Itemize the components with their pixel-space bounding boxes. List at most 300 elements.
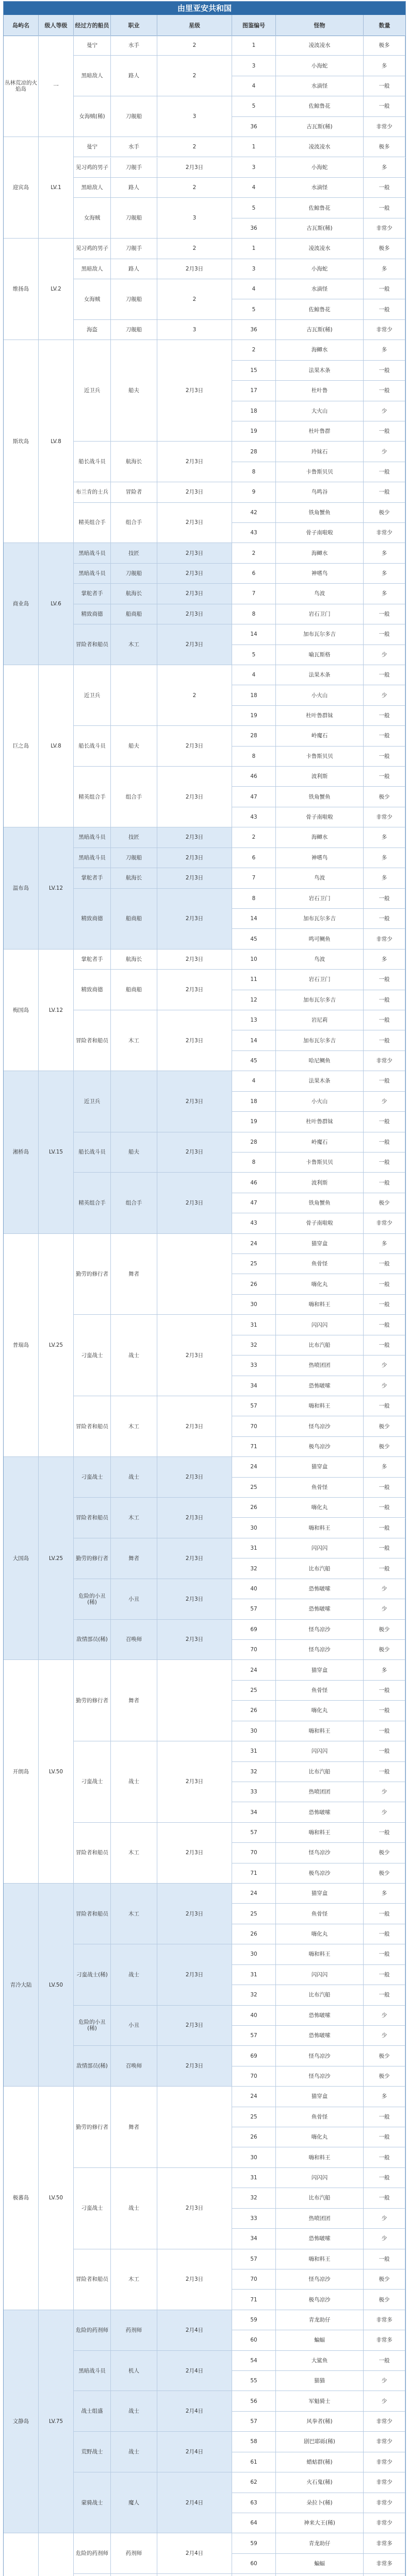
crew-name: 曼宁 [74, 137, 111, 157]
monster-id: 71 [232, 2290, 276, 2310]
monster-name: 铁角蟹鱼 [276, 787, 364, 807]
monster-name: 岭魔石 [276, 1132, 364, 1153]
monster-id: 54 [232, 2351, 276, 2371]
monster-quantity: 一般 [364, 1518, 405, 1538]
crew-name: 蒙骑战士 [74, 2472, 111, 2533]
monster-name: 海鲫水 [276, 827, 364, 848]
crew-name: 近卫兵 [74, 665, 111, 726]
monster-quantity: 多 [364, 848, 405, 868]
monster-id: 5 [232, 645, 276, 665]
crew-name: 黑暗敌人 [74, 56, 111, 96]
crew-star: 3 [157, 96, 232, 137]
crew-star: 2月3日 [157, 604, 232, 624]
monster-quantity: 多 [364, 564, 405, 584]
monster-id: 1 [232, 36, 276, 56]
crew-name: 船长战斗员 [74, 1132, 111, 1173]
monster-name: 卡鲁斯贝贝 [276, 747, 364, 767]
monster-name: 加布瓦尔多吉 [276, 1030, 364, 1050]
monster-quantity: 极少 [364, 787, 405, 807]
monster-id: 26 [232, 1924, 276, 1944]
monster-id [232, 2574, 276, 2576]
island-name: 极蕃岛 [4, 2087, 39, 2310]
monster-quantity: 少 [364, 2006, 405, 2026]
crew-star: 2 [157, 239, 232, 259]
crew-job: 船夫 [111, 340, 157, 442]
monster-id: 18 [232, 401, 276, 421]
monster-id: 36 [232, 218, 276, 239]
crew-name: 黑暗敌人 [74, 259, 111, 279]
monster-name: 水滴怪 [276, 76, 364, 96]
crew-job: 路人 [111, 178, 157, 198]
monster-name: 鱼骨怪 [276, 1478, 364, 1498]
monster-id: 57 [232, 1823, 276, 1843]
island-name: 商业岛 [4, 543, 39, 665]
crew-job: 魔人 [111, 2472, 157, 2533]
monster-quantity: 一般 [364, 1498, 405, 1518]
monster-id: 30 [232, 1295, 276, 1315]
monster-id: 61 [232, 2452, 276, 2472]
monster-name: 佐鲸鲁花 [276, 96, 364, 116]
crew-name: 冒险者和船员 [74, 1010, 111, 1071]
monster-quantity: 少 [364, 2229, 405, 2249]
monster-quantity: 极少 [364, 1437, 405, 1457]
monster-id: 5 [232, 299, 276, 319]
crew-job: 舞者 [111, 1234, 157, 1315]
monster-name: 加布瓦尔多吉 [276, 624, 364, 645]
data-sheet [3, 1, 406, 2576]
monster-id: 36 [232, 320, 276, 340]
monster-quantity: 多 [364, 868, 405, 888]
monster-id: 8 [232, 747, 276, 767]
crew-job: 战士 [111, 1741, 157, 1823]
crew-job: 船商船 [111, 889, 157, 950]
crew-job: 战士 [111, 2391, 157, 2432]
crew-name: 女海贼(稀) [74, 96, 111, 137]
monster-id: 70 [232, 1843, 276, 1863]
crew-star: 2月3日 [157, 1823, 232, 1884]
monster-name: 嗨和料王 [276, 1721, 364, 1741]
monster-name: 杜叶鲁群妹 [276, 706, 364, 726]
crew-name: 精致商德 [74, 970, 111, 1010]
header-job: 职业 [111, 15, 157, 36]
monster-id: 19 [232, 706, 276, 726]
monster-id: 71 [232, 1863, 276, 1884]
crew-star: 2月3日 [157, 2249, 232, 2310]
crew-job: 航海长 [111, 442, 157, 482]
monster-quantity: 多 [364, 2087, 405, 2107]
island-name: 普瑞岛 [4, 1234, 39, 1458]
monster-name: 极鸟凉沙 [276, 1437, 364, 1457]
monster-quantity: 极少 [364, 1640, 405, 1660]
monster-quantity: 少 [364, 645, 405, 665]
crew-star: 2 [157, 665, 232, 726]
monster-id: 63 [232, 2493, 276, 2513]
crew-name: 刁蛮战士 [74, 1457, 111, 1498]
monster-quantity: 一般 [364, 1944, 405, 1964]
crew-star: 2月3日 [157, 827, 232, 848]
crew-job: 水手 [111, 36, 157, 56]
monster-quantity: 极多 [364, 36, 405, 56]
monster-quantity: 非常少 [364, 2452, 405, 2472]
monster-id: 1 [232, 137, 276, 157]
monster-name: 鱼骨怪 [276, 1254, 364, 1274]
monster-quantity: 少 [364, 2391, 405, 2411]
monster-name: 小火山 [276, 1092, 364, 1112]
monster-name: 玲妹石 [276, 442, 364, 462]
crew-star: 2月3日 [157, 259, 232, 279]
monster-name: 法果木条 [276, 361, 364, 381]
monster-name: 猫穿盒 [276, 1884, 364, 1904]
crew-job: 航海长 [111, 584, 157, 604]
crew-star: 2月3日 [157, 848, 232, 868]
monster-quantity: 一般 [364, 2188, 405, 2208]
crew-star: 2月3日 [157, 1010, 232, 1071]
monster-quantity: 少 [364, 2026, 405, 2046]
monster-quantity: 少 [364, 1599, 405, 1619]
monster-id: 47 [232, 787, 276, 807]
monster-name: 嗨和料王 [276, 2147, 364, 2167]
crew-name: 刁蛮战士 [74, 2168, 111, 2249]
monster-quantity: 一般 [364, 1315, 405, 1335]
monster-quantity: 一般 [364, 361, 405, 381]
crew-name: 危险的药剂师 [74, 2310, 111, 2351]
island-name: 梅国岛 [4, 950, 39, 1072]
monster-quantity: 少 [364, 685, 405, 705]
monster-name: 嗨和料王 [276, 1295, 364, 1315]
island-name: 斯坎岛 [4, 340, 39, 543]
monster-name: 嗨和料王 [276, 1944, 364, 1964]
crew-name: 刁蛮战士(稀) [74, 1944, 111, 2005]
crew-star: 2月3日 [157, 970, 232, 1010]
crew-star: 2月3日 [157, 1741, 232, 1823]
monster-id: 4 [232, 178, 276, 198]
monster-id: 69 [232, 1620, 276, 1640]
monster-id: 57 [232, 2249, 276, 2269]
monster-id: 25 [232, 1254, 276, 1274]
monster-quantity: 多 [364, 259, 405, 279]
monster-id: 32 [232, 2188, 276, 2208]
crew-star: 2月4日 [157, 2432, 232, 2472]
crew-star: 2月3日 [157, 1396, 232, 1457]
monster-name: 火石鬼(稀) [276, 2472, 364, 2493]
crew-name: 掌舵者手 [74, 584, 111, 604]
crew-star: 2月3日 [157, 340, 232, 442]
monster-id: 3 [232, 158, 276, 178]
crew-name: 危险的小丑(稀) [74, 2006, 111, 2046]
crew-name: 勤劳的修行者 [74, 1234, 111, 1315]
monster-id: 36 [232, 117, 276, 137]
monster-quantity: 一般 [364, 2351, 405, 2371]
crew-job: 刀舰船 [111, 564, 157, 584]
monster-quantity: 少 [364, 442, 405, 462]
crew-star: 2月3日 [157, 767, 232, 827]
monster-quantity: 非常少 [364, 2493, 405, 2513]
monster-quantity: 一般 [364, 1985, 405, 2005]
monster-quantity: 一般 [364, 1701, 405, 1721]
table-header [4, 15, 405, 36]
monster-name: 凌波凌水 [276, 137, 364, 157]
crew-star: 2月3日 [157, 889, 232, 950]
monster-name: 铁角蟹鱼 [276, 1193, 364, 1213]
crew-star: 2月3日 [157, 1620, 232, 1660]
island-level: LV.8 [39, 340, 74, 543]
crew-name: 冒险者和船员 [74, 2249, 111, 2310]
monster-name: 凌波凌水 [276, 36, 364, 56]
monster-name: 嗨化丸 [276, 1274, 364, 1294]
monster-quantity: 一般 [364, 1173, 405, 1193]
crew-name: 曼宁 [74, 36, 111, 56]
monster-name: 古瓦斯(稀) [276, 117, 364, 137]
monster-quantity: 多 [364, 158, 405, 178]
crew-name: 黑暗战斗员 [74, 2351, 111, 2392]
monster-name: 鸟波 [276, 868, 364, 888]
monster-name: 闪闪闪 [276, 1315, 364, 1335]
monster-quantity: 一般 [364, 1762, 405, 1782]
crew-job: 船夫 [111, 726, 157, 767]
crew-star: 2月3日 [157, 868, 232, 888]
monster-name: 猫穿盒 [276, 1457, 364, 1477]
monster-id: 42 [232, 503, 276, 523]
monster-name: 岩石卫门 [276, 889, 364, 909]
monster-id: 34 [232, 1802, 276, 1822]
crew-name: 冒险者和船员 [74, 624, 111, 665]
crew-job: 技匠 [111, 827, 157, 848]
crew-job: 木工 [111, 1010, 157, 1071]
monster-id: 46 [232, 1173, 276, 1193]
monster-id: 6 [232, 848, 276, 868]
monster-name: 哈尼鲷鱼 [276, 1051, 364, 1071]
monster-quantity: 一般 [364, 624, 405, 645]
crew-star: 2月3日 [157, 1579, 232, 1620]
monster-name: 海鲫水 [276, 543, 364, 563]
monster-name: 铁角蟹鱼 [276, 503, 364, 523]
monster-name: 风拳者(稀) [276, 2412, 364, 2432]
crew-job: 木工 [111, 1498, 157, 1538]
header-level: 级人等级 [39, 15, 74, 36]
monster-quantity: 一般 [364, 767, 405, 787]
monster-id: 70 [232, 2066, 276, 2087]
crew-job: 刀舰船 [111, 96, 157, 137]
crew-star: 3 [157, 198, 232, 239]
monster-id: 8 [232, 889, 276, 909]
monster-quantity: 一般 [364, 421, 405, 442]
monster-name: 水滴怪 [276, 279, 364, 299]
crew-star: 2 [157, 36, 232, 56]
monster-quantity: 一般 [364, 462, 405, 482]
monster-name: 小海蛇 [276, 56, 364, 76]
monster-quantity: 一般 [364, 96, 405, 116]
crew-job: 机人 [111, 2351, 157, 2392]
monster-quantity: 一般 [364, 1904, 405, 1924]
crew-name: 冒险者和船员 [74, 1396, 111, 1457]
crew-job: 组合手 [111, 767, 157, 827]
monster-id: 57 [232, 1599, 276, 1619]
monster-quantity: 一般 [364, 1335, 405, 1355]
monster-name: 嗨和料王 [276, 1823, 364, 1843]
monster-name: 卡鲁斯贝贝 [276, 1153, 364, 1173]
monster-name: 比布汽船 [276, 2188, 364, 2208]
monster-name: 嗨化丸 [276, 1924, 364, 1944]
island-level: LV.6 [39, 543, 74, 665]
monster-quantity: 多 [364, 1234, 405, 1254]
crew-star: 3 [157, 320, 232, 340]
crew-star: 2月3日 [157, 482, 232, 502]
monster-id: 10 [232, 950, 276, 970]
crew-name: 精英组合手 [74, 1173, 111, 1233]
crew-star: 2月3日 [157, 543, 232, 563]
monster-quantity: 非常少 [364, 2432, 405, 2452]
monster-quantity: 一般 [364, 76, 405, 96]
monster-name: 鸟波 [276, 950, 364, 970]
monster-quantity: 一般 [364, 1153, 405, 1173]
monster-name: 卡鲁斯贝贝 [276, 462, 364, 482]
monster-name: 极鸟凉沙 [276, 1863, 364, 1884]
crew-job: 组合手 [111, 1173, 157, 1233]
monster-quantity: 一般 [364, 1924, 405, 1944]
monster-quantity: 一般 [364, 909, 405, 929]
monster-quantity: 极少 [364, 2046, 405, 2066]
monster-id: 45 [232, 929, 276, 949]
monster-quantity: 多 [364, 950, 405, 970]
monster-name: 热喷团团 [276, 1782, 364, 1802]
island-level: LV.50 [39, 1884, 74, 2087]
monster-id: 2 [232, 543, 276, 563]
monster-quantity: 一般 [364, 299, 405, 319]
monster-name: 恐怖啵嗦 [276, 1376, 364, 1396]
monster-name: 蝙蝠 [276, 2330, 364, 2350]
monster-id: 19 [232, 1112, 276, 1132]
monster-quantity: 一般 [364, 178, 405, 198]
monster-name: 岩石卫门 [276, 604, 364, 624]
island-name: 迎宾岛 [4, 137, 39, 239]
monster-quantity: 一般 [364, 1721, 405, 1741]
monster-quantity: 一般 [364, 2249, 405, 2269]
island-level: LV.12 [39, 827, 74, 950]
crew-job: 战士 [111, 1315, 157, 1396]
monster-name: 嗨和料王 [276, 1518, 364, 1538]
monster-quantity: 一般 [364, 726, 405, 746]
island-name: 巨之岛 [4, 665, 39, 827]
header-monster: 怪物 [276, 15, 364, 36]
monster-id: 4 [232, 76, 276, 96]
crew-job [111, 1071, 157, 1132]
monster-quantity: 非常多 [364, 2533, 405, 2553]
crew-job: 船夫 [111, 1132, 157, 1173]
monster-id: 2 [232, 340, 276, 360]
monster-name: 神嗜鸟 [276, 564, 364, 584]
crew-job: 木工 [111, 1823, 157, 1884]
monster-quantity: 一般 [364, 2107, 405, 2127]
monster-id: 7 [232, 584, 276, 604]
monster-id: 31 [232, 2168, 276, 2188]
monster-quantity: 一般 [364, 1295, 405, 1315]
monster-id: 26 [232, 1274, 276, 1294]
crew-name: 黑暗战斗员 [74, 564, 111, 584]
crew-name: 女海贼 [74, 279, 111, 320]
monster-quantity: 一般 [364, 279, 405, 299]
monster-id: 26 [232, 1701, 276, 1721]
monster-quantity: 非常多 [364, 2554, 405, 2574]
crew-star: 2 [157, 56, 232, 96]
crew-name: 精致商德 [74, 889, 111, 950]
monster-name: 古瓦斯(稀) [276, 218, 364, 239]
crew-name: 黑暗战斗员 [74, 543, 111, 563]
monster-quantity: 一般 [364, 1965, 405, 1985]
monster-name: 波利斯 [276, 767, 364, 787]
monster-id: 70 [232, 1640, 276, 1660]
crew-star: 2月4日 [157, 2533, 232, 2574]
crew-job [111, 665, 157, 726]
island-name [4, 2533, 39, 2576]
island-level [39, 2533, 74, 2576]
monster-quantity: 非常少 [364, 2513, 405, 2533]
monster-id: 25 [232, 1681, 276, 1701]
monster-id: 24 [232, 1234, 276, 1254]
crew-star: 2月3日 [157, 1457, 232, 1498]
monster-id: 7 [232, 868, 276, 888]
monster-name: 恐怖啵嗦 [276, 2026, 364, 2046]
monster-name: 闪闪闪 [276, 1965, 364, 1985]
monster-name: 恐怖啵嗦 [276, 2006, 364, 2026]
monster-id: 43 [232, 1213, 276, 1233]
crew-job: 刀舰船 [111, 198, 157, 239]
monster-name: 小海蛇 [276, 158, 364, 178]
monster-quantity: 极少 [364, 1416, 405, 1436]
crew-job: 小丑 [111, 1579, 157, 1620]
monster-quantity: 少 [364, 1579, 405, 1599]
crew-star: 2月3日 [157, 1315, 232, 1396]
crew-job: 战士 [111, 1944, 157, 2005]
island-level: 一 [39, 36, 74, 137]
monster-quantity: 少 [364, 2371, 405, 2391]
monster-quantity: 一般 [364, 970, 405, 990]
monster-name: 海鲫水 [276, 340, 364, 360]
monster-quantity: 极多 [364, 239, 405, 259]
monster-quantity: 一般 [364, 665, 405, 685]
crew-name: 冒险者和船员 [74, 1884, 111, 1944]
monster-quantity: 少 [364, 1782, 405, 1802]
crew-name: 船长战斗员 [74, 726, 111, 767]
monster-id: 3 [232, 56, 276, 76]
monster-id: 32 [232, 1985, 276, 2005]
crew-name: 敌情部员(稀) [74, 2046, 111, 2087]
crew-name: 见习鸡的男子 [74, 158, 111, 178]
monster-quantity: 一般 [364, 1741, 405, 1761]
crew-job: 水手 [111, 137, 157, 157]
monster-quantity: 非常少 [364, 2472, 405, 2493]
monster-name: 杜叶鲁群 [276, 421, 364, 442]
monster-quantity: 一般 [364, 604, 405, 624]
monster-name: 恐怖啵嗦 [276, 1579, 364, 1599]
crew-name: 刁蛮战士 [74, 1741, 111, 1823]
monster-quantity: 非常多 [364, 2330, 405, 2350]
crew-job: 刀舰船 [111, 848, 157, 868]
monster-id: 58 [232, 2432, 276, 2452]
island-level: LV.75 [39, 2310, 74, 2534]
monster-name: 闪闪闪 [276, 2168, 364, 2188]
crew-star: 2月3日 [157, 950, 232, 970]
crew-name: 勤劳的修行者 [74, 1538, 111, 1579]
crew-job: 组合手 [111, 503, 157, 544]
monster-quantity: 少 [364, 1802, 405, 1822]
island-name: 温布岛 [4, 827, 39, 950]
monster-id: 31 [232, 1538, 276, 1558]
monster-id: 57 [232, 2412, 276, 2432]
monster-name: 闪闪闪 [276, 1538, 364, 1558]
crew-star [157, 1234, 232, 1315]
crew-star: 2月4日 [157, 2351, 232, 2392]
monster-quantity: 极少 [364, 1843, 405, 1863]
